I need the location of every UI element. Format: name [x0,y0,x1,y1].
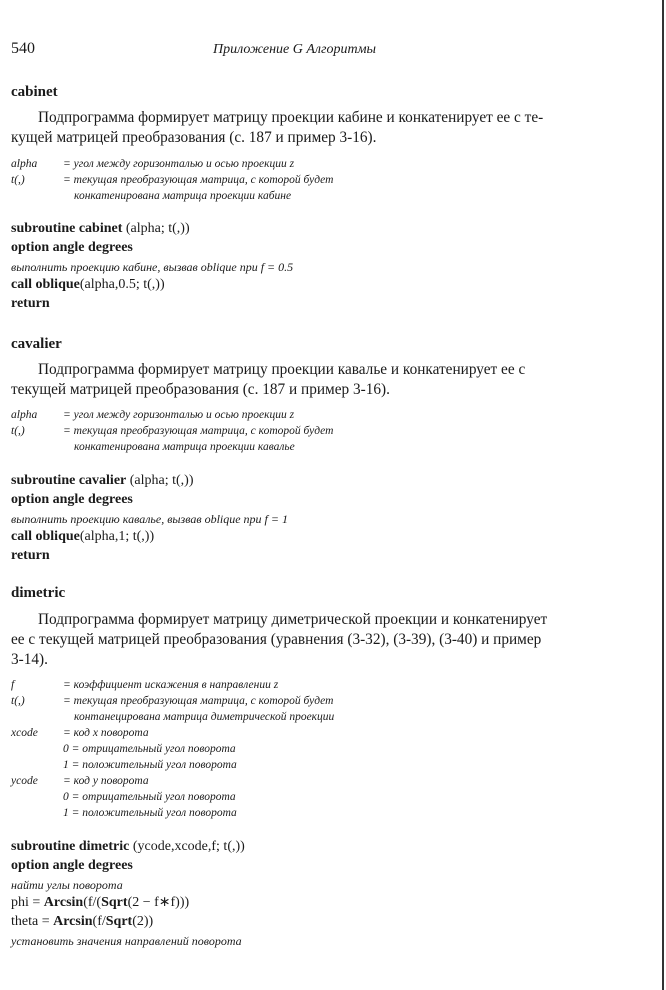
variable-name: t(,) [11,425,25,437]
variable-desc: = текущая преобразующая матрица, с которой будет [63,174,334,186]
section-description-cavalier [11,360,597,400]
variable-name: t(,) [11,695,25,707]
code-text: (alpha,0.5; t(,)) [79,277,165,293]
code-keyword: return [11,548,50,564]
running-title: Приложение G Алгоритмы [213,42,377,57]
code-block-dimetric [11,838,245,951]
code-text: (2)) [132,914,154,930]
code-keyword: subroutine cabinet [11,221,123,236]
code-text: (alpha; t(,)) [126,473,194,488]
section-title-cabinet: cabinet [11,84,58,100]
description-line: Подпрограмма формирует матрицу проекции кабине и конкатенирует ее с те- [38,109,544,126]
code-keyword: return [11,296,50,312]
variable-desc: 1 = положительный угол поворота [63,759,237,771]
code-block-cavalier [11,472,288,566]
variable-name: f [11,679,15,691]
code-text: theta = [11,914,54,930]
code-text: phi = [11,895,44,911]
code-comment: выполнить проекцию кавалье, вызвав oblique при f = 1 [11,511,288,526]
code-keyword: call [11,529,32,545]
variable-name: ycode [11,775,38,787]
description-line: 3-14). [11,651,48,668]
section-title-cavalier: cavalier [11,336,62,352]
code-comment: найти углы поворота [11,877,123,892]
code-text: (alpha,1; t(,)) [79,529,155,545]
variable-desc: = код x поворота [63,727,149,739]
code-keyword: oblique [35,529,80,545]
section-description-cabinet [11,108,597,148]
code-keyword: Sqrt [101,895,128,911]
section-description-dimetric [11,610,597,670]
variable-name: alpha [11,158,38,170]
code-keyword: oblique [35,277,80,293]
variable-name: t(,) [11,174,25,186]
code-keyword: option angle degrees [11,239,133,255]
code-text: (2 − f∗f))) [127,895,190,911]
code-block-cabinet [11,220,293,314]
description-line: кущей матрицей преобразования (с. 187 и пример 3-16). [11,129,377,146]
description-line: Подпрограмма формирует матрицу проекции кавалье и конкатенирует ее с [38,361,526,378]
variable-desc: 1 = положительный угол поворота [63,807,237,819]
variable-desc: контанецирована матрица диметрической проекции [74,711,335,723]
code-keyword: subroutine dimetric [11,839,130,854]
variable-name: xcode [11,727,38,739]
variable-list-cabinet [11,156,333,204]
code-text: (f/ [92,914,106,930]
variable-desc: = коэффициент искажения в направлении z [63,679,279,691]
code-keyword: call [11,277,32,293]
code-text: (ycode,xcode,f; t(,)) [129,839,245,854]
variable-desc: 0 = отрицательный угол поворота [63,743,236,755]
variable-name: alpha [11,409,38,421]
variable-list-dimetric [11,677,334,821]
variable-desc: = код y поворота [63,775,149,787]
code-keyword: subroutine cavalier [11,473,127,488]
section-title-dimetric: dimetric [11,585,66,601]
description-line: ее с текущей матрицей преобразования (уравнения (3-32), (3-39), (3-40) и пример [11,631,542,648]
page-edge-rule [662,0,664,990]
code-comment: установить значения направлений поворота [11,933,242,948]
code-keyword: Sqrt [105,914,133,930]
variable-desc: конкатенирована матрица проекции кавалье [74,441,295,453]
code-keyword: Arcsin [53,914,93,930]
code-text: (alpha; t(,)) [122,221,190,236]
code-keyword: Arcsin [43,895,84,911]
variable-desc: = угол между горизонталью и осью проекции z [63,409,295,421]
variable-desc: = угол между горизонталью и осью проекции z [63,158,295,170]
variable-desc: = текущая преобразующая матрица, с которой будет [63,695,334,707]
code-keyword: option angle degrees [11,857,133,873]
description-line: Подпрограмма формирует матрицу диметрической проекции и конкатенирует [38,611,548,628]
variable-desc: конкатенирована матрица проекции кабине [74,190,292,202]
variable-desc: = текущая преобразующая матрица, с которой будет [63,425,334,437]
variable-list-cavalier [11,407,333,455]
page-number: 540 [11,40,35,57]
code-text: (f/( [83,895,102,911]
description-line: текущей матрицей преобразования (с. 187 и пример 3-16). [11,381,390,398]
variable-desc: 0 = отрицательный угол поворота [63,791,236,803]
code-keyword: option angle degrees [11,491,133,507]
code-comment: выполнить проекцию кабине, вызвав oblique при f = 0.5 [11,259,294,274]
